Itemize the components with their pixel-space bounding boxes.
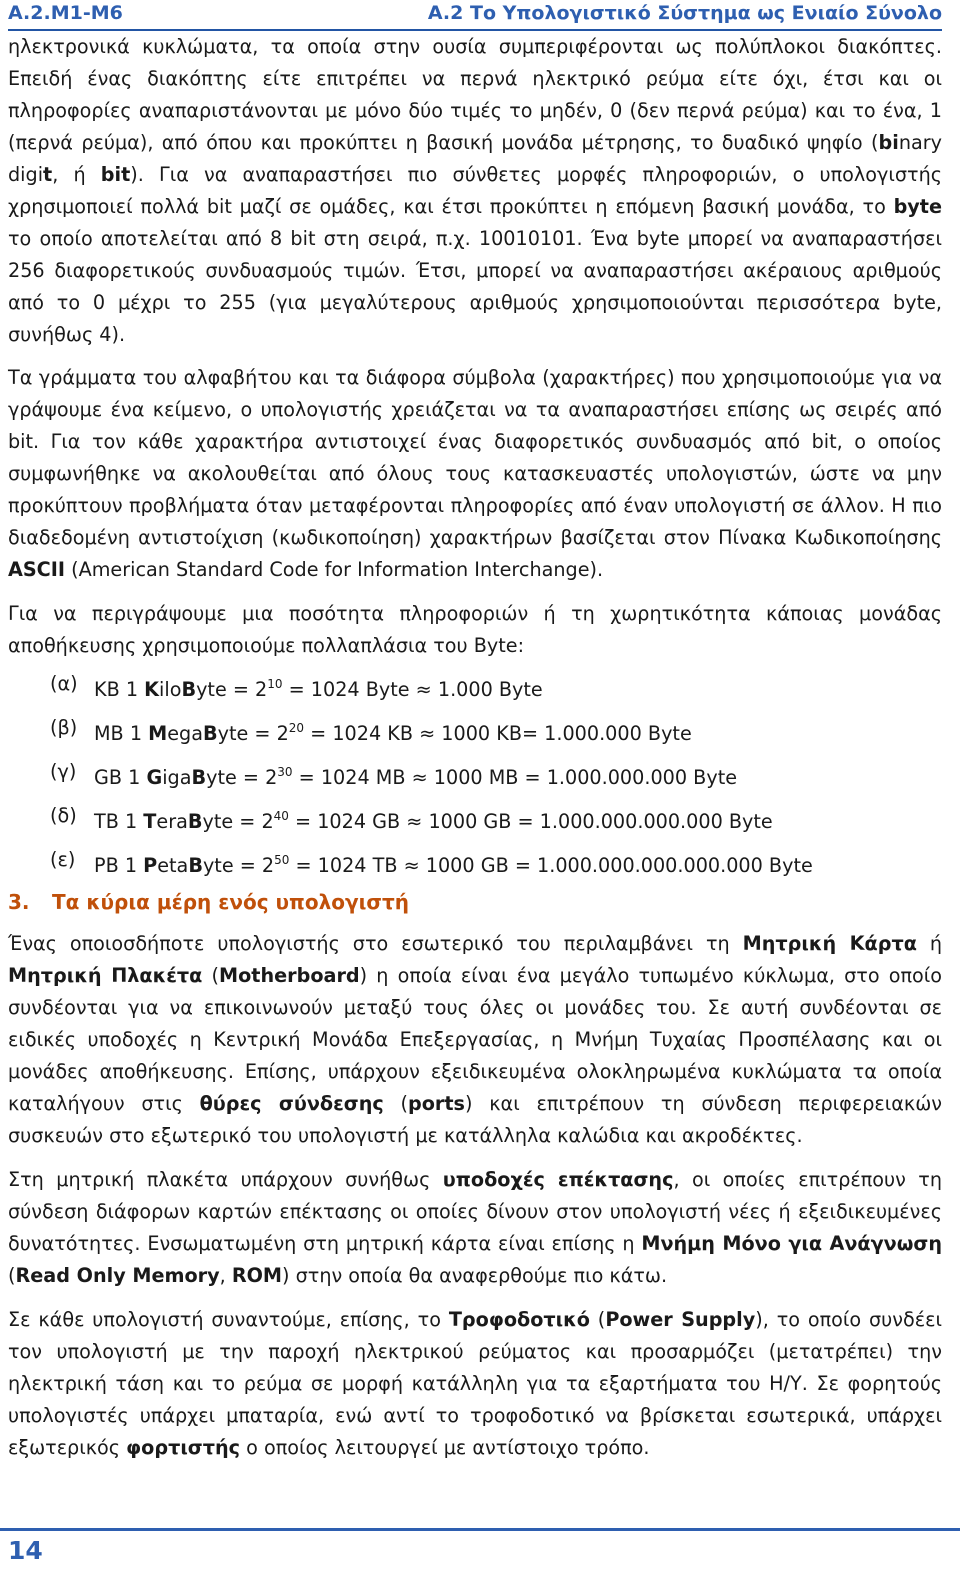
list-item — [8, 750, 942, 794]
paragraph-byte-multiples: Για να περιγράψουμε μια ποσότητα πληροφοριών ή τη χωρητικότητα κάποιας μονάδας αποθήκευσης χρησιμοποιούμε πολλαπλάσια του Byte: — [8, 602, 942, 657]
list-item-label: (β) — [50, 716, 78, 739]
list-item-text: KB 1 KiloByte = $2^{10} = 1024$ Byte ≈ 1.000 Byte — [94, 677, 543, 701]
footer-rule — [0, 1528, 960, 1531]
header-module-code: A.2.M1-M6 — [8, 2, 123, 24]
paragraph-power-supply: Σε κάθε υπολογιστή συναντούμε, επίσης, το Τροφοδοτικό (Power Supply), το οποίο συνδέει τον υπολογιστή με την παροχή ηλεκτρικού ρεύματος και προσαρμόζει (μετατρέπει) την ηλεκτρική τάση και το ρεύμα σε μορφή κατάλληλη για τα εξαρτήματα του Η/Υ. Σε φορητούς υπολογιστές υπάρχει μπαταρία, ενώ αντί το τροφοδοτικό να βρίσκεται εσωτερικά, υπάρχει εξωτερικός φορτιστής ο οποίος λειτουργεί με αντίστοιχο τρόπο. — [8, 1308, 942, 1459]
list-item — [8, 838, 942, 882]
page-header — [8, 0, 942, 31]
list-item-text: GB 1 GigaByte = $2^{30} = 1024$ MB ≈ 1000 MB = 1.000.000.000 Byte — [94, 765, 738, 789]
list-item — [8, 662, 942, 706]
list-item-label: (γ) — [50, 760, 77, 783]
list-item-label: (δ) — [50, 804, 77, 827]
paragraph-bits-bytes: ηλεκτρονικά κυκλώματα, τα οποία στην ουσία συμπεριφέρονται ως πολύπλοκοι διακόπτες. Επειδή ένας διακόπτης είτε επιτρέπει να περνά ηλεκτρικό ρεύμα είτε όχι, έτσι και οι πληροφορίες αναπαριστάνονται με μόνο δύο τιμές το μηδέν, 0 (δεν περνά ρεύμα) και το ένα, 1 (περνά ρεύμα), από όπου και προκύπτει η βασική μονάδα μέτρησης, το δυαδικό ψηφίο (binary digit, ή bit). Για να αναπαραστήσει πιο σύνθετες μορφές πληροφοριών, ο υπολογιστής χρησιμοποιεί πολλά bit μαζί σε ομάδες, και έτσι προκύπτει η επόμενη βασική μονάδα, το byte το οποίο αποτελείται από 8 bit στη σειρά, π.χ. 10010101. Ένα byte μπορεί να αναπαραστήσει 256 διαφορετικούς συνδυασμούς τιμών. Έτσι, μπορεί να αναπαραστήσει ακέραιους αριθμούς από το 0 μέχρι το 255 (για μεγαλύτερους αριθμούς χρησιμοποιούνται περισσότερα byte, συνήθως 4). — [8, 35, 942, 346]
list-item — [8, 706, 942, 750]
section-heading — [8, 886, 942, 918]
list-item-label: (α) — [50, 672, 78, 695]
page-number: 14 — [8, 1536, 43, 1565]
paragraph-motherboard: Ένας οποιοσδήποτε υπολογιστής στο εσωτερικό του περιλαμβάνει τη Μητρική Κάρτα ή Μητρική Πλακέτα (Motherboard) η οποία είναι ένα μεγάλο τυπωμένο κύκλωμα, στο οποίο συνδέονται για να επικοινωνούν μεταξύ τους όλες οι μονάδες του. Σε αυτή συνδέονται σε ειδικές υποδοχές η Κεντρική Μονάδα Επεξεργασίας, η Μνήμη Τυχαίας Προσπέλασης και οι μονάδες αποθήκευσης. Επίσης, υπάρχουν εξειδικευμένα ολοκληρωμένα κυκλώματα τα οποία καταλήγουν στις θύρες σύνδεσης (ports) και επιτρέπουν τη σύνδεση περιφερειακών συσκευών στο εξωτερικό του υπολογιστή με κατάλληλα καλώδια και ακροδέκτες. — [8, 932, 943, 1147]
paragraph-ascii: Τα γράμματα του αλφαβήτου και τα διάφορα σύμβολα (χαρακτήρες) που χρησιμοποιούμε για να γράψουμε ένα κείμενο, ο υπολογιστής χρειάζεται να τα αναπαραστήσει επίσης ως σειρές από bit. Για τον κάθε χαρακτήρα αντιστοιχεί ένας διαφορετικός συνδυασμός από bit, ο οποίος συμφωνήθηκε να ακολουθείται από όλους τους κατασκευαστές υπολογιστών, ώστε να μην προκύπτουν προβλήματα όταν μεταφέρονται πληροφορίες από έναν υπολογιστή σε άλλον. Η πιο διαδεδομένη αντιστοίχιση (κωδικοποίηση) χαρακτήρων βασίζεται στον Πίνακα Κωδικοποίησης ASCII (American Standard Code for Information Interchange). — [8, 366, 942, 581]
list-item-text: MB 1 MegaByte = $2^{20} = 1024$ KB ≈ 1000 KB= 1.000.000 Byte — [94, 721, 692, 745]
list-item-text: TB 1 TeraByte = $2^{40} = 1024$ GB ≈ 1000 GB = 1.000.000.000.000 Byte — [94, 809, 773, 833]
list-item — [8, 794, 942, 838]
page-content — [8, 31, 942, 1476]
list-item-label: (ε) — [50, 848, 76, 871]
list-item-text: PB 1 PetaByte = $2^{50} = 1024$ TB ≈ 1000 GB = 1.000.000.000.000.000 Byte — [94, 853, 813, 877]
section-title: Τα κύρια μέρη ενός υπολογιστή — [52, 890, 410, 914]
paragraph-expansion-slots: Στη μητρική πλακέτα υπάρχουν συνήθως υποδοχές επέκτασης, οι οποίες επιτρέπουν τη σύνδεση διάφορων καρτών επέκτασης οι οποίες δίνουν στον υπολογιστή νέες ή εξειδικευμένες δυνατότητες. Ενσωματωμένη στη μητρική κάρτα είναι επίσης η Μνήμη Μόνο για Ανάγνωση (Read Only Memory, ROM) στην οποία θα αναφερθούμε πιο κάτω. — [8, 1168, 942, 1287]
byte-multiples-list — [8, 662, 942, 882]
header-chapter-title: A.2 Το Υπολογιστικό Σύστημα ως Ενιαίο Σύνολο — [427, 2, 942, 24]
section-number: 3. — [8, 890, 30, 914]
